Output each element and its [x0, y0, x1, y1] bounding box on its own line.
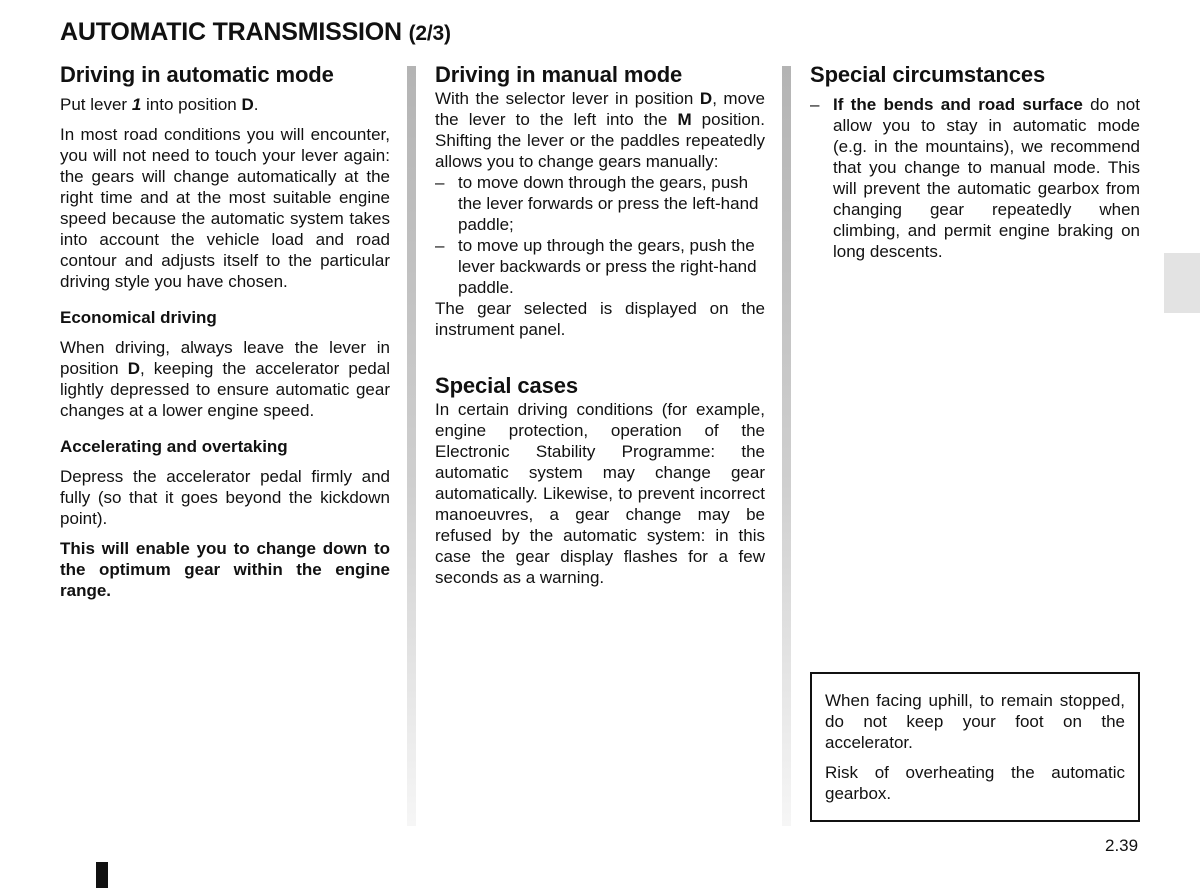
warning-box [810, 672, 1140, 822]
automatic-intro: Put lever 1 into position D. [60, 95, 259, 114]
special-circumstances-list [810, 94, 1140, 262]
heading-special-cases: Special cases [435, 373, 579, 398]
gear-display-note: The gear selected is displayed on the instrument panel. [435, 299, 765, 339]
gear-change-list [435, 172, 765, 298]
warning-text-overheating: Risk of overheating the automatic gearbox. [825, 763, 1125, 803]
heading-special-circumstances: Special circumstances [810, 62, 1046, 87]
lever-number: 1 [131, 95, 142, 114]
page-number: 2.39 [1105, 836, 1139, 855]
column-divider-left [407, 66, 416, 826]
column-divider-right [782, 66, 791, 826]
column-special-circumstances [810, 62, 1140, 262]
column-manual-mode [435, 62, 765, 588]
list-item-gear-down: – to move down through the gears, push the lever forwards or press the left-hand paddle; [435, 173, 759, 234]
position-d: D [699, 89, 713, 108]
heading-accelerating-overtaking: Accelerating and overtaking [60, 437, 288, 456]
special-cases-text: In certain driving conditions (for example, engine protection, operation of the Electronic Stability Programme: the automatic system may change gear automatically. Likewise, to prevent incorrect manoeuvres, a gear change may be refused by the automatic system: in this case the gear display flashes for a few seconds as a warning. [435, 400, 765, 587]
heading-manual-mode: Driving in manual mode [435, 62, 683, 87]
list-item-gear-up: – to move up through the gears, push the lever backwards or press the right-hand paddle. [435, 236, 757, 297]
list-item-bends: – If the bends and road surface do not allow you to stay in automatic mode (e.g. in the mountains), we recommend that you change to manual mode. This will prevent the automatic gearbox from changing gear repeatedly when climbing, and permit engine braking on long descents. [810, 95, 1140, 261]
kickdown-note: This will enable you to change down to the optimum gear within the engine range. [60, 539, 390, 600]
page-title-suffix: (2/3) [408, 22, 451, 45]
column-automatic-mode [60, 62, 390, 610]
manual-intro: With the selector lever in position D, move the lever to the left into the M position. Shifting the lever or the paddles repeatedly allows you to change gears manually: [435, 89, 765, 171]
crop-mark [96, 862, 108, 888]
heading-economical-driving: Economical driving [60, 308, 217, 327]
chapter-tab [1164, 253, 1200, 313]
position-d: D [241, 95, 254, 114]
automatic-description: In most road conditions you will encounter, you will not need to touch your lever again: the gears will change automatically at the right time and at the most suitable engine speed because the automatic system takes into account the vehicle load and road contour and adjusts itself to the particular driving style you have chosen. [60, 125, 390, 291]
accelerating-text: Depress the accelerator pedal firmly and fully (so that it goes beyond the kickdown point). [60, 467, 390, 528]
economical-driving-text: When driving, always leave the lever in position D, keeping the accelerator pedal lightly depressed to ensure automatic gear changes at a lower engine speed. [60, 338, 390, 420]
position-m: M [677, 110, 692, 129]
list-dash: – [810, 95, 820, 114]
position-d: D [127, 359, 140, 378]
page-title-text: AUTOMATIC TRANSMISSION [60, 18, 402, 46]
heading-automatic-mode: Driving in automatic mode [60, 62, 334, 87]
page-title [60, 18, 451, 47]
list-dash: – [435, 173, 445, 192]
list-dash: – [435, 236, 445, 255]
warning-text-uphill: When facing uphill, to remain stopped, do not keep your foot on the accelerator. [825, 691, 1125, 752]
